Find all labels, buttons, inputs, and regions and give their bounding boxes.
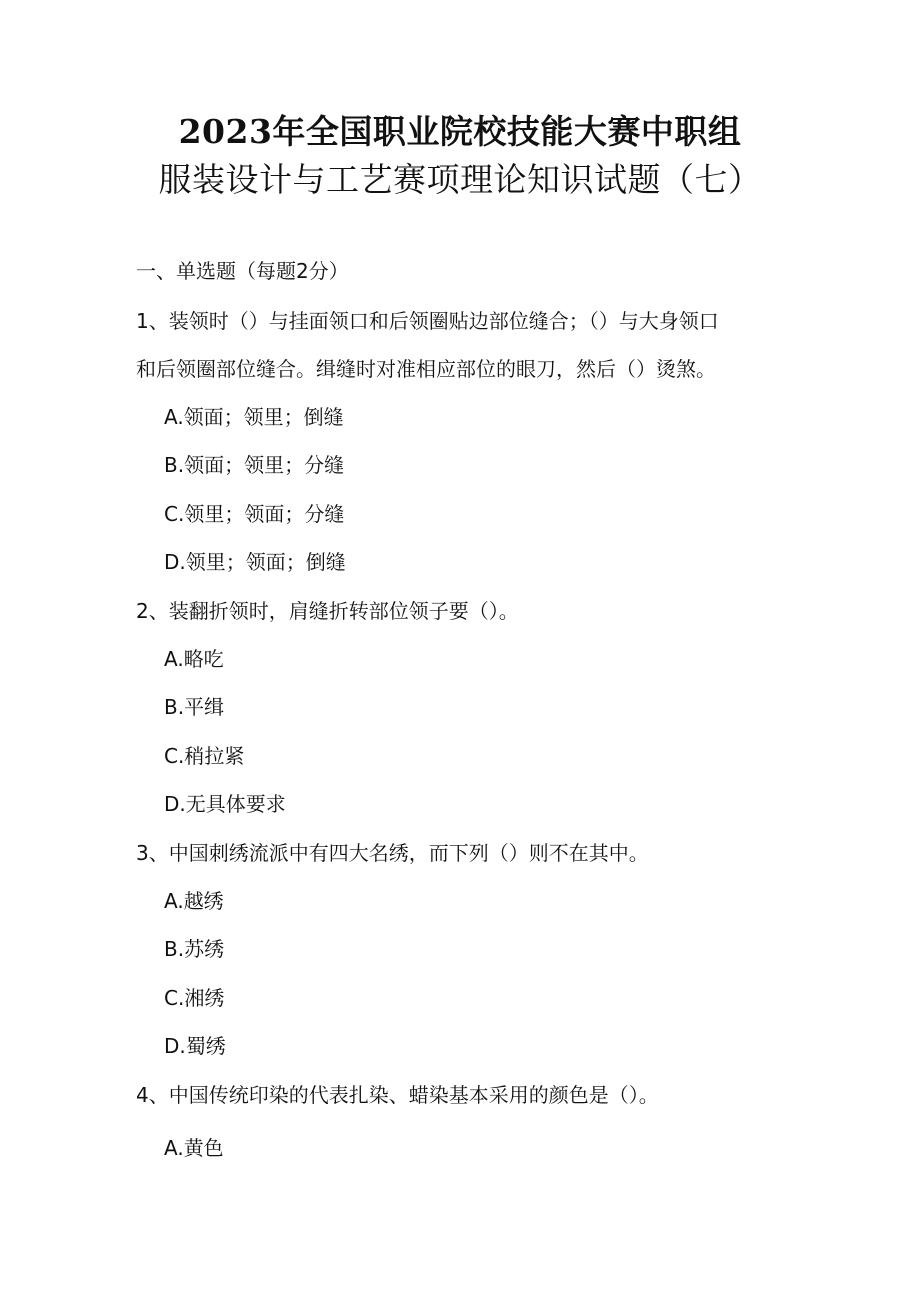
question-2-option-a: A.略吃 — [164, 647, 224, 671]
question-1-option-a: A.领面；领里；倒缝 — [164, 405, 344, 429]
question-3-option-d: D.蜀绣 — [164, 1034, 226, 1058]
question-1-text-line1: 1、装领时（）与挂面领口和后领圈贴边部位缝合；（）与大身领口 — [136, 309, 719, 333]
question-2-text-line1: 2、装翻折领时，肩缝折转部位领子要（）。 — [136, 599, 519, 623]
section-heading: 一、单选题（每题2分） — [136, 259, 349, 283]
question-4-option-a: A.黄色 — [164, 1136, 224, 1160]
question-3-option-b: B.苏绣 — [164, 937, 225, 961]
question-4-text-line1: 4、中国传统印染的代表扎染、蜡染基本采用的颜色是（）。 — [136, 1083, 659, 1107]
question-2-option-b: B.平缉 — [164, 695, 225, 719]
question-3-text-line1: 3、中国刺绣流派中有四大名绣，而下列（）则不在其中。 — [136, 841, 649, 865]
question-1-text-line2: 和后领圈部位缝合。缉缝时对准相应部位的眼刀，然后（）烫煞。 — [136, 357, 716, 381]
document-title-line2: 服装设计与工艺赛项理论知识试题（七） — [158, 160, 762, 199]
question-2-option-c: C.稍拉紧 — [164, 744, 245, 768]
question-2-option-d: D.无具体要求 — [164, 792, 286, 816]
question-3-option-c: C.湘绣 — [164, 986, 225, 1010]
question-3-option-a: A.越绣 — [164, 889, 224, 913]
question-1-option-b: B.领面；领里；分缝 — [164, 453, 345, 477]
question-1-option-d: D.领里；领面；倒缝 — [164, 550, 346, 574]
document-title-line1: 2023年全国职业院校技能大赛中职组 — [178, 112, 742, 151]
question-1-option-c: C.领里；领面；分缝 — [164, 502, 345, 526]
